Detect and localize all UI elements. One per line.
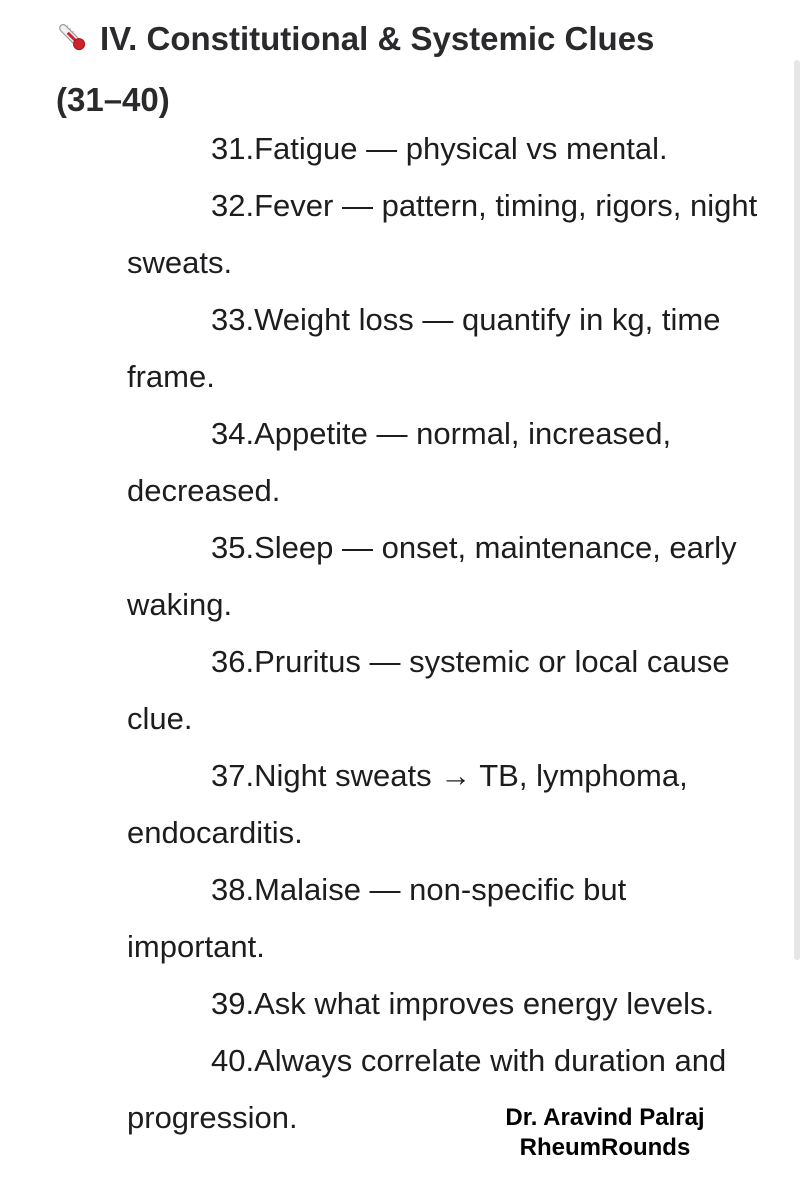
item-number: 38. [211, 872, 255, 907]
item-text: Fatigue — physical vs mental. [254, 131, 668, 166]
item-text: Weight loss — quantify in kg, time frame. [127, 302, 721, 394]
item-text: Sleep — onset, maintenance, early waking. [127, 530, 737, 622]
item-number: 34. [211, 416, 255, 451]
list-item [127, 405, 767, 519]
list-item [127, 120, 767, 177]
item-number: 36. [211, 644, 255, 679]
item-number: 40. [211, 1043, 255, 1078]
author-name: Dr. Aravind Palraj [505, 1104, 705, 1131]
list-item [127, 861, 767, 975]
item-text: Night sweats → TB, lymphoma, endocarditis. [127, 758, 688, 850]
list-item [127, 177, 767, 291]
item-number: 33. [211, 302, 255, 337]
item-number: 31. [211, 131, 255, 166]
item-number: 32. [211, 188, 255, 223]
list-item [127, 291, 767, 405]
list-item [127, 975, 767, 1032]
item-number: 35. [211, 530, 255, 565]
item-number: 39. [211, 986, 255, 1021]
item-number: 37. [211, 758, 255, 793]
list-item [127, 519, 767, 633]
brand-name: RheumRounds [519, 1134, 691, 1161]
list-item [127, 633, 767, 747]
item-text: Malaise — non-specific but important. [127, 872, 627, 964]
item-text: Appetite — normal, increased, decreased. [127, 416, 672, 508]
section-range: (31–40) [56, 81, 170, 118]
section-title: IV. Constitutional & Systemic Clues [100, 20, 655, 57]
item-text: Ask what improves energy levels. [254, 986, 715, 1021]
list-item [127, 747, 767, 861]
thermometer-icon [56, 14, 88, 71]
author-credit [470, 1103, 740, 1163]
clue-list [127, 120, 767, 1146]
item-text: Fever — pattern, timing, rigors, night sweats. [127, 188, 758, 280]
item-text: Pruritus — systemic or local cause clue. [127, 644, 730, 736]
item-text: Always correlate with duration and progression. [127, 1043, 727, 1135]
section-heading [56, 10, 756, 128]
scrollbar[interactable] [794, 60, 800, 960]
